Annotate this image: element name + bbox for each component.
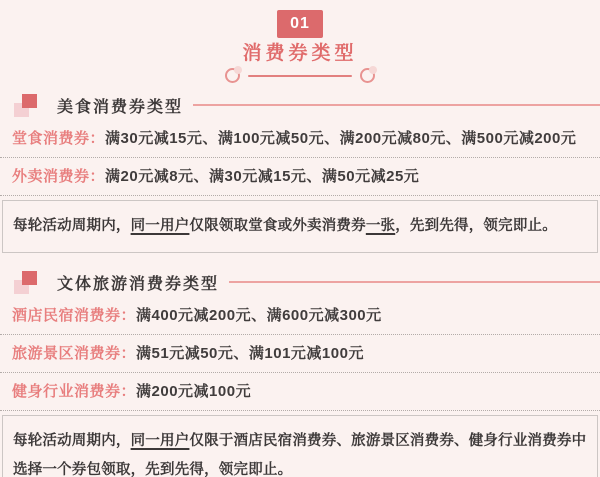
- note-segment-underlined: 同一用户: [130, 218, 190, 234]
- voucher-row: [0, 297, 600, 335]
- section-header-travel: [0, 269, 600, 295]
- voucher-value: 满30元减15元、满100元减50元、满200元减80元、满500元减200元: [105, 130, 577, 147]
- badge-number: 01: [290, 15, 310, 32]
- voucher-row: [0, 335, 600, 373]
- voucher-rows-travel: [0, 297, 600, 411]
- overlapping-squares-icon: [14, 94, 37, 117]
- note-segment: ，先到先得，领完即止。: [395, 218, 557, 234]
- note-segment-underlined: 选择一个券包领取: [13, 462, 131, 477]
- voucher-row: [0, 158, 600, 196]
- voucher-label: 健身行业消费券：: [12, 383, 137, 400]
- section-divider-line: [229, 281, 600, 283]
- title-decoration: [0, 68, 600, 83]
- note-segment-underlined: 一张: [365, 218, 396, 234]
- voucher-row: [0, 373, 600, 411]
- section-divider-line: [193, 104, 600, 106]
- voucher-value: 满20元减8元、满30元减15元、满50元减25元: [105, 168, 420, 185]
- voucher-value: 满400元减200元、满600元减300元: [136, 307, 382, 324]
- note-segment: 每轮活动周期内，: [13, 218, 131, 234]
- voucher-label: 酒店民宿消费券：: [12, 307, 137, 324]
- note-segment: 仅限于酒店民宿消费券、旅游景区消费券、健身行业消费券中: [189, 433, 587, 449]
- voucher-value: 满51元减50元、满101元减100元: [136, 345, 364, 362]
- section-title-food: 美食消费券类型: [57, 98, 184, 116]
- note-segment: ，先到先得，领完即止。: [130, 462, 293, 477]
- note-segment: 仅限领取堂食或外卖消费券: [189, 218, 366, 234]
- note-segment: 每轮活动周期内，: [13, 433, 131, 449]
- section-number-badge: [277, 10, 323, 38]
- title-underline: [248, 75, 352, 77]
- voucher-rows-food: [0, 120, 600, 196]
- page-title: 消费券类型: [242, 43, 358, 64]
- note-box-food: [2, 200, 598, 253]
- overlapping-squares-icon: [14, 271, 37, 294]
- voucher-label: 外卖消费券：: [12, 168, 106, 185]
- note-segment-underlined: 同一用户: [130, 433, 190, 449]
- section-title-travel: 文体旅游消费券类型: [57, 275, 220, 293]
- voucher-label: 旅游景区消费券：: [12, 345, 137, 362]
- ring-icon-right: [360, 68, 375, 83]
- voucher-label: 堂食消费券：: [12, 130, 106, 147]
- voucher-row: [0, 120, 600, 158]
- voucher-value: 满200元减100元: [136, 383, 252, 400]
- ring-icon-left: [225, 68, 240, 83]
- note-box-travel: [2, 415, 598, 477]
- section-header-food: [0, 92, 600, 118]
